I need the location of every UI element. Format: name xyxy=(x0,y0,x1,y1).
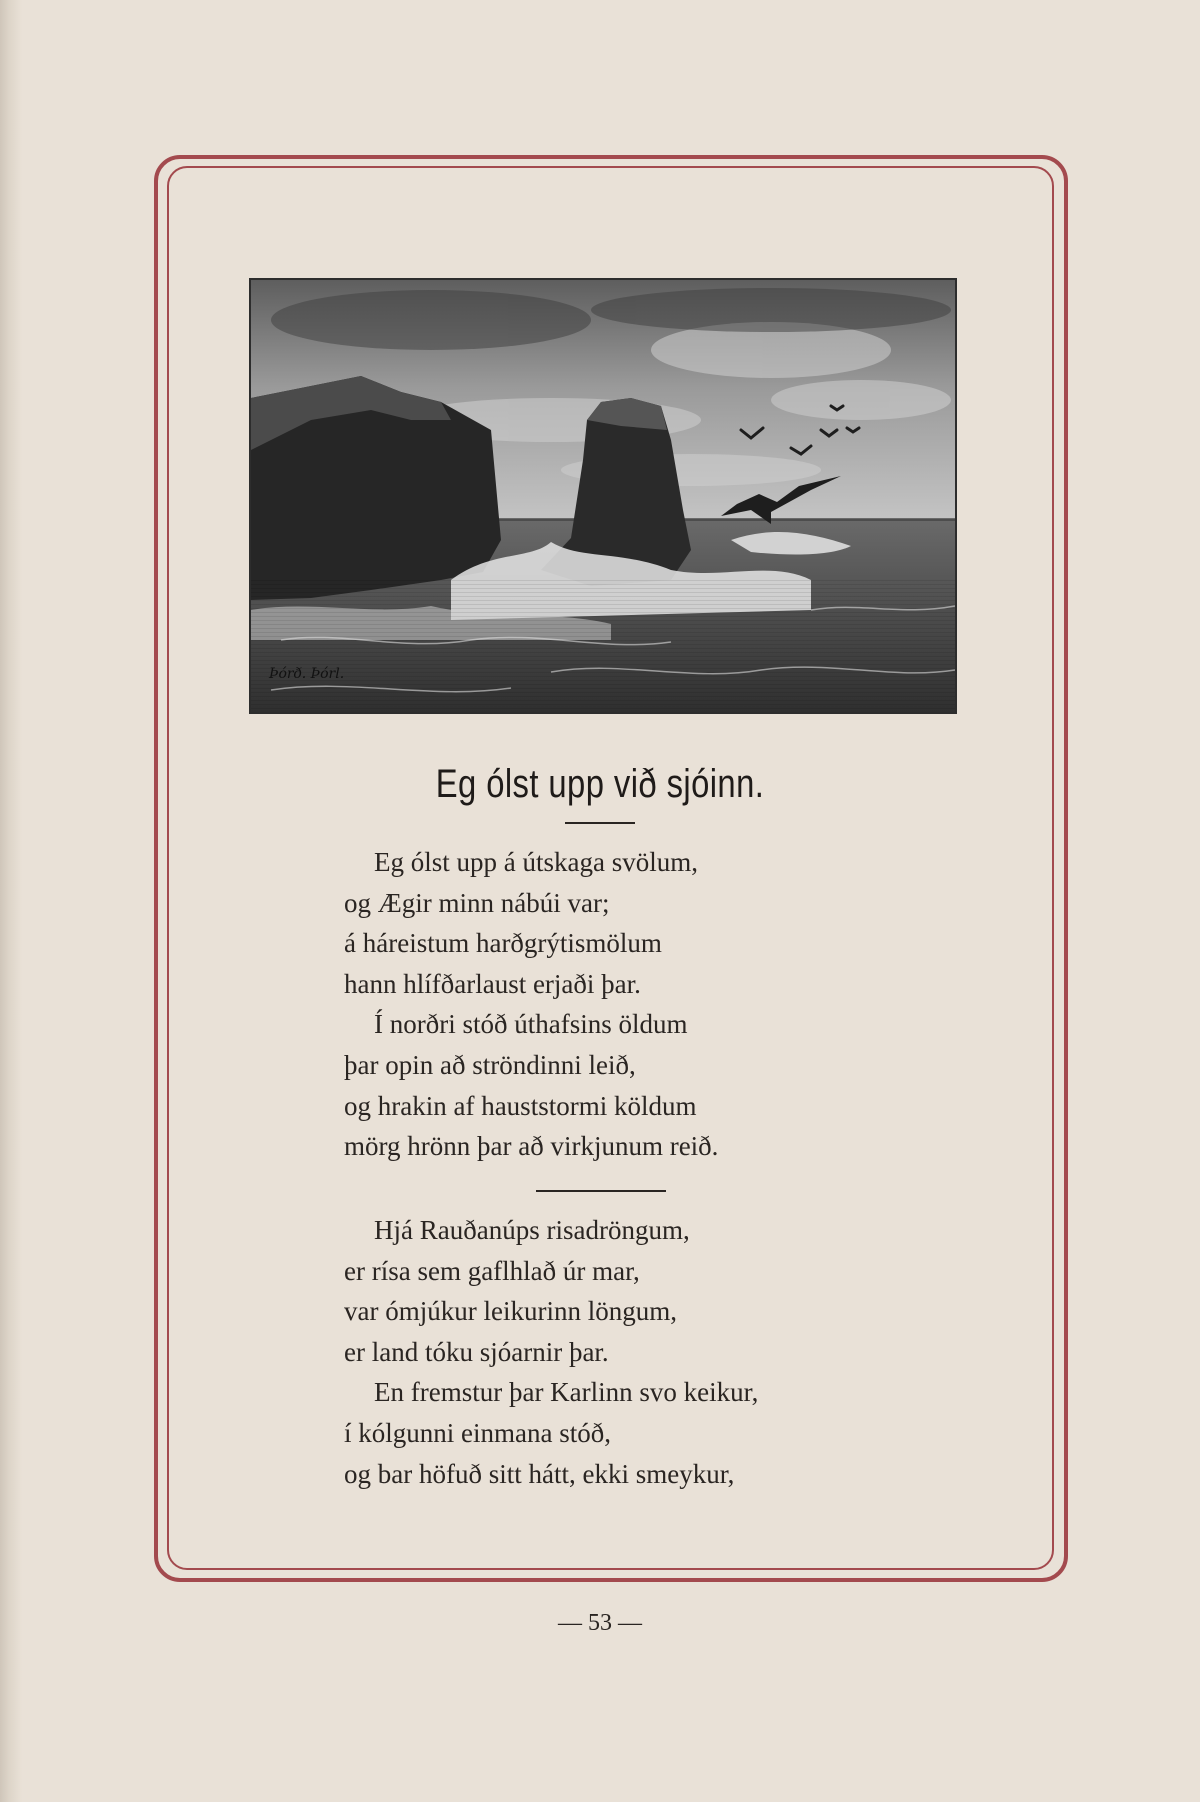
verse-line: er rísa sem gaflhlað úr mar, xyxy=(344,1255,640,1286)
title-divider xyxy=(565,822,635,824)
stanza-2 xyxy=(344,1210,864,1494)
stanza-1 xyxy=(344,842,864,1167)
poem-title: Eg ólst upp við sjóinn. xyxy=(435,762,765,806)
verse-line: og bar höfuð sitt hátt, ekki smeykur, xyxy=(344,1458,735,1489)
artist-signature: Þórð. Þórl. xyxy=(269,666,345,682)
stanza-divider xyxy=(536,1190,666,1192)
verse-line: mörg hrönn þar að virkjunum reið. xyxy=(344,1131,719,1162)
verse-line: á háreistum harðgrýtismölum xyxy=(344,928,662,959)
verse-line: og hrakin af hauststormi köldum xyxy=(344,1090,697,1121)
verse-line: í kólgunni einmana stóð, xyxy=(344,1417,611,1448)
sea-cliffs-illustration xyxy=(249,278,957,714)
page-binding-edge xyxy=(0,0,22,1802)
verse-line: Hjá Rauðanúps risadröngum, xyxy=(374,1215,690,1245)
verse-line: þar opin að ströndinni leið, xyxy=(344,1049,636,1080)
verse-line: Í norðri stóð úthafsins öldum xyxy=(374,1009,688,1040)
verse-line: og Ægir minn nábúi var; xyxy=(344,887,610,918)
verse-line: hann hlífðarlaust erjaði þar. xyxy=(344,968,641,999)
verse-line: er land tóku sjóarnir þar. xyxy=(344,1336,609,1367)
page-number: — 53 — xyxy=(558,1610,642,1636)
verse-line: var ómjúkur leikurinn löngum, xyxy=(344,1296,677,1327)
verse-line: Eg ólst upp á útskaga svölum, xyxy=(374,847,698,877)
verse-line: En fremstur þar Karlinn svo keikur, xyxy=(374,1377,759,1408)
